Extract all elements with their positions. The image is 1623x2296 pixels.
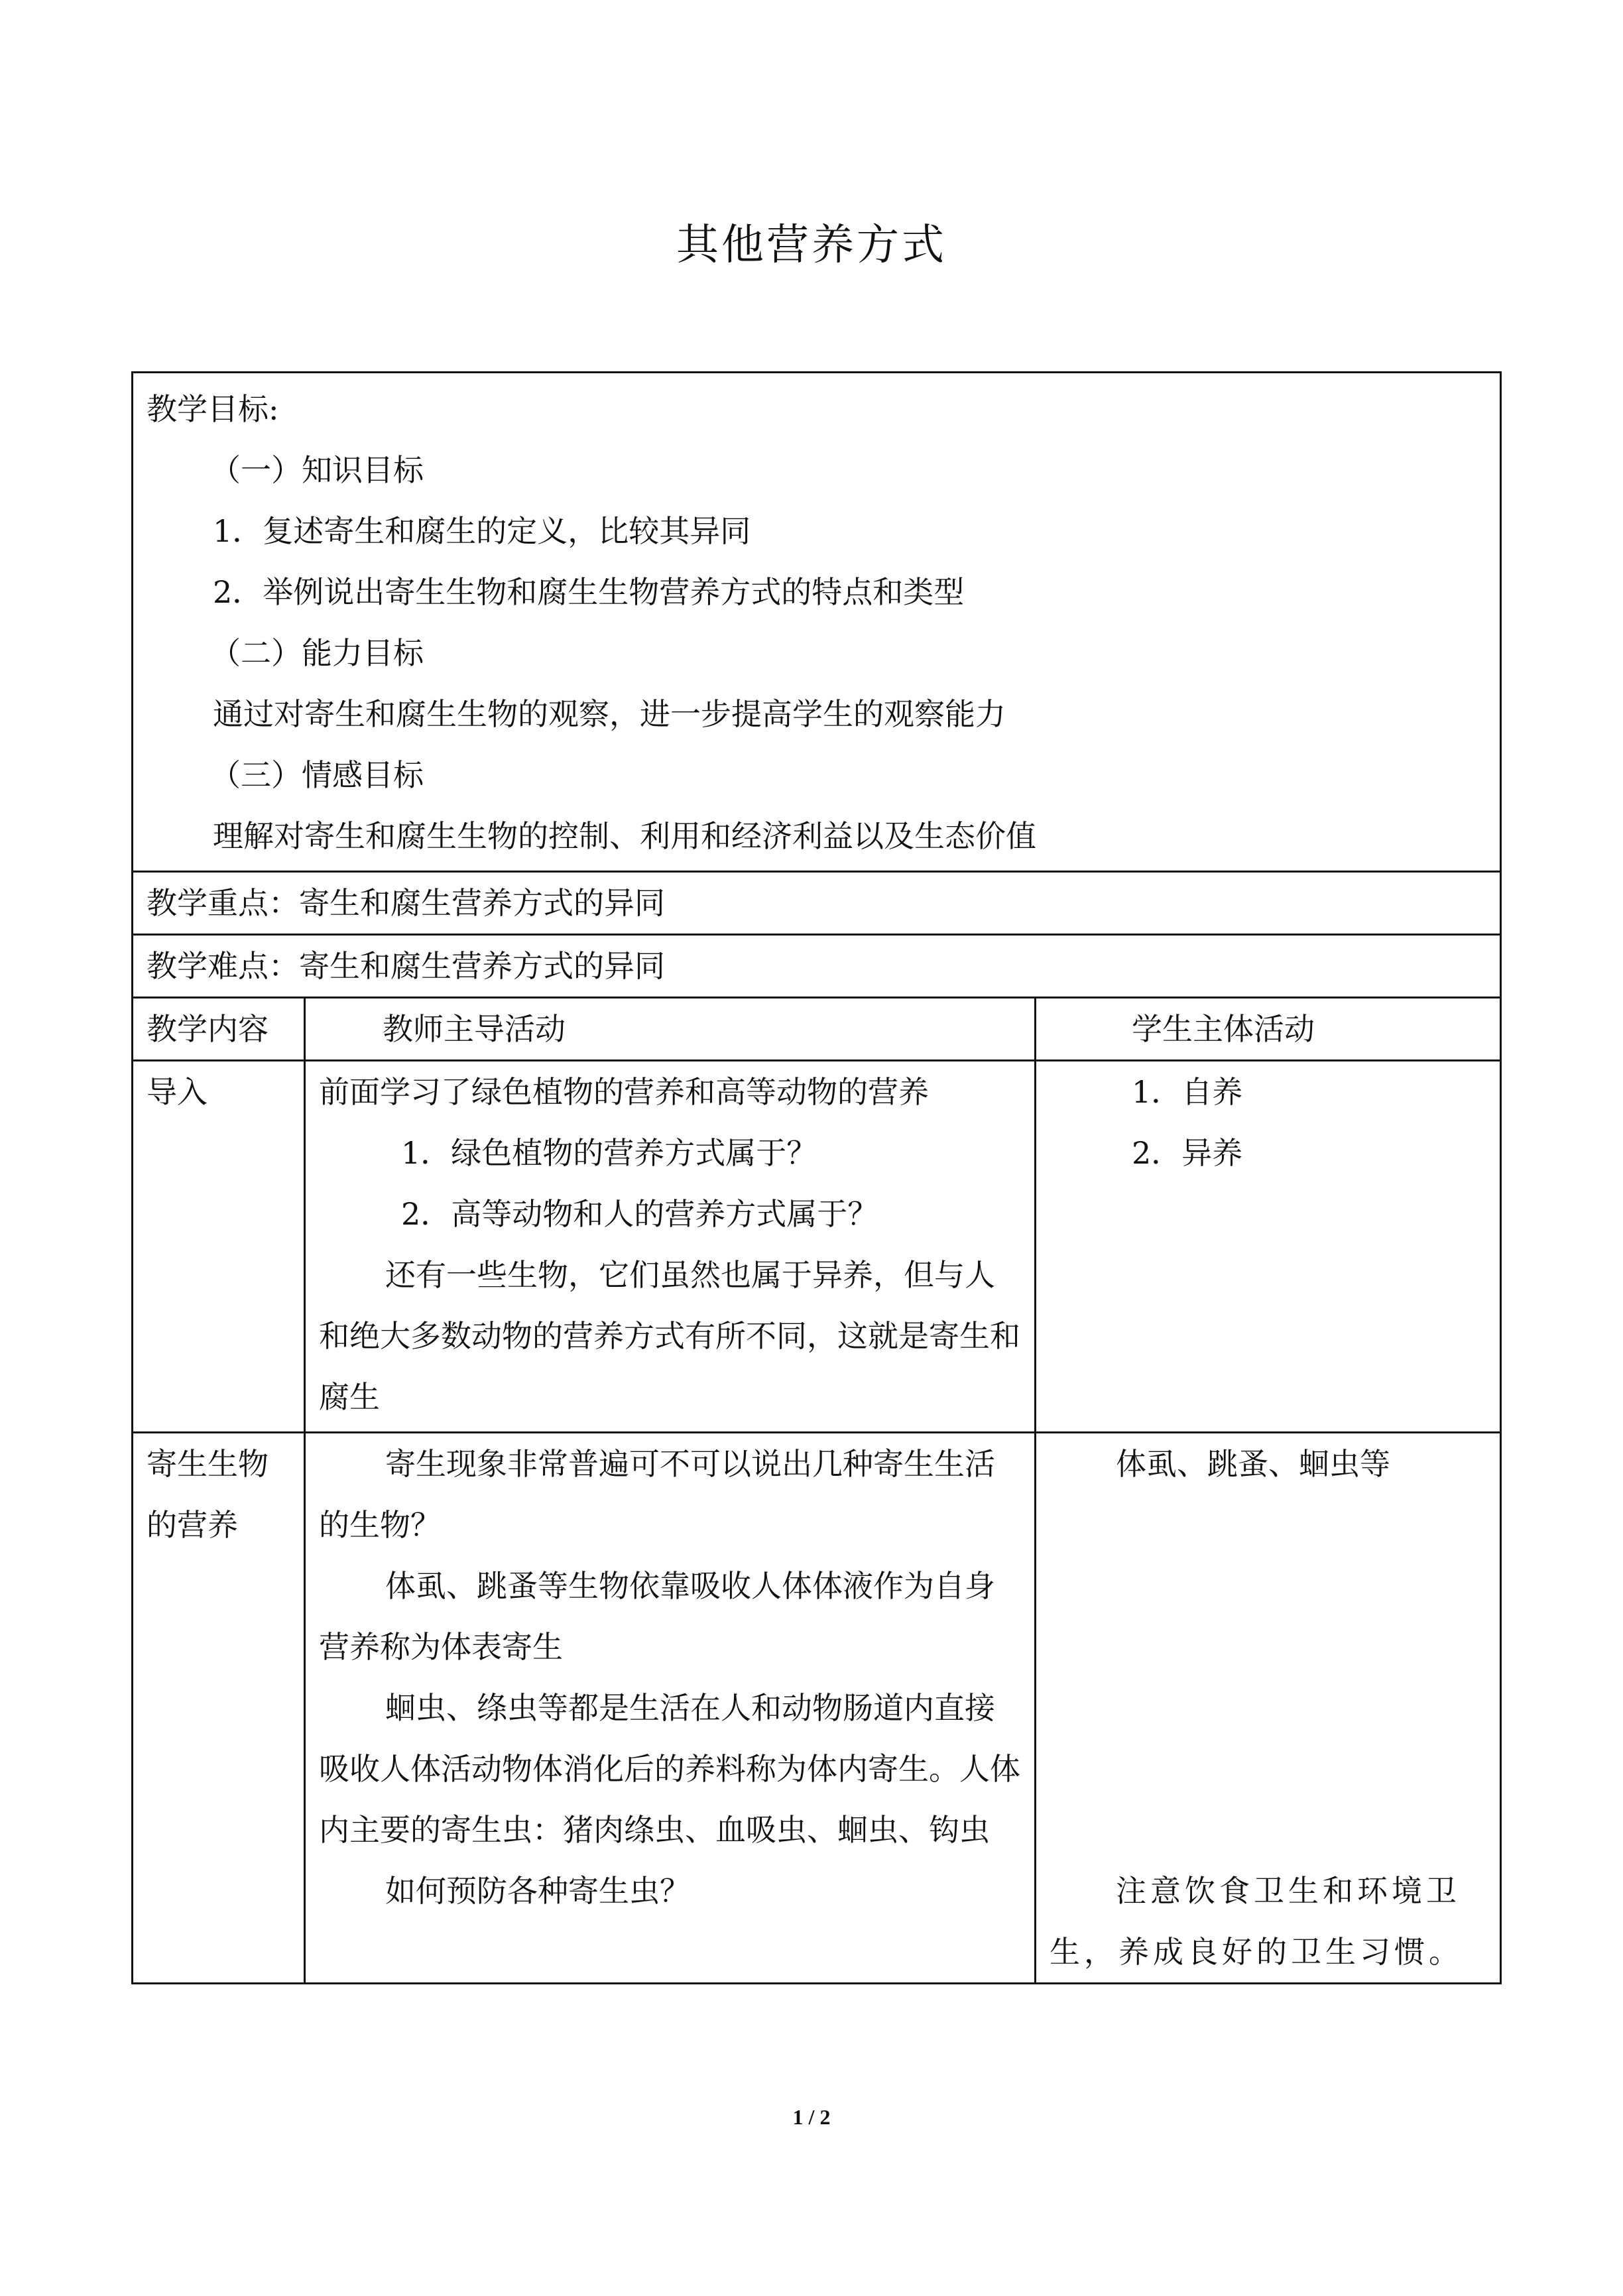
table-row [133, 1061, 1501, 1433]
teacher-paragraph: 如何预防各种寄生虫？ [385, 1873, 690, 1909]
ability-text: 通过对寄生和腐生生物的观察，进一步提高学生的观察能力 [213, 696, 1006, 732]
teacher-paragraph: 蛔虫、绦虫等都是生活在人和动物肠道内直接吸收人体活动物体消化后的养料称为体内寄生。人体内主要的寄生虫：猪肉绦虫、血吸虫、蛔虫、钩虫 [319, 1690, 1020, 1848]
emotion-text: 理解对寄生和腐生生物的控制、利用和经济利益以及生态价值 [213, 818, 1036, 854]
header-teacher-label: 教师主导活动 [383, 1011, 566, 1047]
teacher-paragraph: 还有一些生物，它们虽然也属于异养，但与人和绝大多数动物的营养方式有所不同，这就是寄生和腐生 [319, 1257, 1020, 1415]
emotion-heading: （三）情感目标 [210, 757, 424, 793]
key-point: 教学重点：寄生和腐生营养方式的异同 [133, 872, 1501, 935]
document-title: 其他营养方式 [676, 221, 947, 270]
header-student-label: 学生主体活动 [1132, 1011, 1315, 1047]
knowledge-heading: （一）知识目标 [210, 452, 424, 488]
header-student [1036, 998, 1501, 1061]
row-content: 导入 [133, 1061, 305, 1433]
teacher-paragraph: 体虱、跳蚤等生物依靠吸收人体体液作为自身营养称为体表寄生 [319, 1568, 995, 1665]
lesson-plan-table [131, 371, 1502, 1984]
row-student [1036, 1433, 1501, 1984]
header-teacher [305, 998, 1036, 1061]
objectives-cell [133, 373, 1501, 872]
spacer [1050, 1494, 1486, 1860]
difficulty-row [133, 935, 1501, 998]
row-teacher [305, 1433, 1036, 1984]
row-teacher [305, 1061, 1036, 1433]
table-row [133, 1433, 1501, 1984]
ability-heading: （二）能力目标 [210, 635, 424, 671]
teacher-line: 2．高等动物和人的营养方式属于？ [401, 1196, 878, 1232]
header-content: 教学内容 [133, 998, 305, 1061]
student-line: 体虱、跳蚤、蛔虫等 [1116, 1446, 1390, 1482]
objectives-row [133, 373, 1501, 872]
objectives-heading: 教学目标: [147, 391, 279, 427]
knowledge-item: 2．举例说出寄生生物和腐生生物营养方式的特点和类型 [213, 574, 965, 610]
teacher-line: 前面学习了绿色植物的营养和高等动物的营养 [319, 1074, 929, 1110]
student-paragraph: 注意饮食卫生和环境卫生，养成良好的卫生习惯。 [1050, 1873, 1463, 1970]
teacher-line: 1．绿色植物的营养方式属于？ [401, 1135, 817, 1171]
student-line: 2．异养 [1132, 1135, 1243, 1171]
knowledge-item: 1．复述寄生和腐生的定义，比较其异同 [213, 513, 751, 549]
student-line: 1．自养 [1132, 1074, 1243, 1110]
key-point-row [133, 872, 1501, 935]
difficulty: 教学难点：寄生和腐生营养方式的异同 [133, 935, 1501, 998]
teacher-paragraph: 寄生现象非常普遍可不可以说出几种寄生生活的生物？ [319, 1446, 995, 1543]
row-student [1036, 1061, 1501, 1433]
row-content: 寄生生物的营养 [133, 1433, 305, 1984]
table-header-row [133, 998, 1501, 1061]
page-number: 1 / 2 [792, 2105, 831, 2129]
